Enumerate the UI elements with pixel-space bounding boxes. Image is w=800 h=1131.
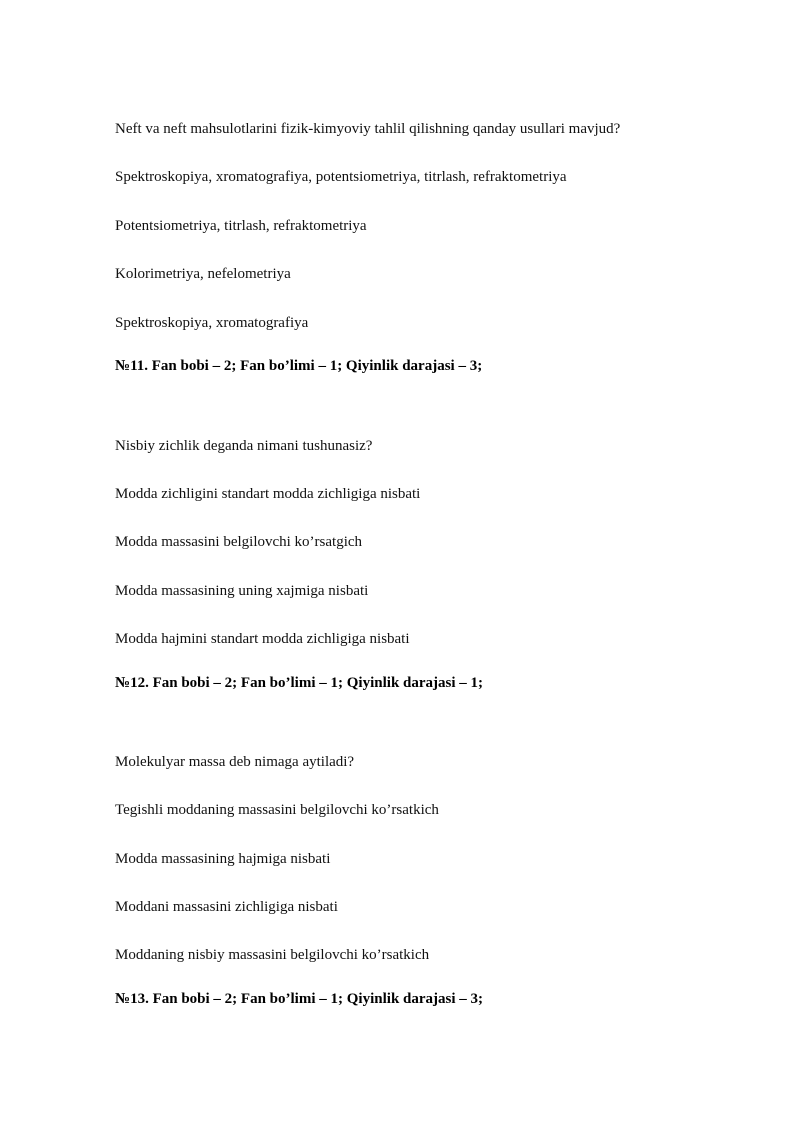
answer-option: Modda massasini belgilovchi ko’rsatgich (115, 534, 363, 550)
answer-option: Modda massasining hajmiga nisbati (115, 851, 331, 867)
answer-option: Kolorimetriya, nefelometriya (115, 266, 291, 282)
answer-option: Moddani massasini zichligiga nisbati (115, 899, 338, 915)
answer-option: Tegishli moddaning massasini belgilovchi ko’rsatkich (115, 802, 439, 818)
question-heading: №11. Fan bobi – 2; Fan bo’limi – 1; Qiyinlik darajasi – 3; (115, 358, 483, 374)
answer-option: Modda zichligini standart modda zichligiga nisbati (115, 486, 421, 502)
question-heading: №12. Fan bobi – 2; Fan bo’limi – 1; Qiyinlik darajasi – 1; (115, 675, 484, 691)
question-text: Nisbiy zichlik deganda nimani tushunasiz? (115, 438, 373, 454)
answer-option: Modda massasining uning xajmiga nisbati (115, 583, 369, 599)
question-text: Molekulyar massa deb nimaga aytiladi? (115, 754, 355, 770)
answer-option: Moddaning nisbiy massasini belgilovchi ko’rsatkich (115, 947, 430, 963)
answer-option: Modda hajmini standart modda zichligiga nisbati (115, 631, 410, 647)
answer-option: Spektroskopiya, xromatografiya, potentsiometriya, titrlash, refraktometriya (115, 169, 567, 185)
question-heading: №13. Fan bobi – 2; Fan bo’limi – 1; Qiyinlik darajasi – 3; (115, 991, 484, 1007)
answer-option: Spektroskopiya, xromatografiya (115, 315, 309, 331)
answer-option: Potentsiometriya, titrlash, refraktometriya (115, 218, 367, 234)
question-text: Neft va neft mahsulotlarini fizik-kimyoviy tahlil qilishning qanday usullari mavjud? (115, 121, 621, 137)
